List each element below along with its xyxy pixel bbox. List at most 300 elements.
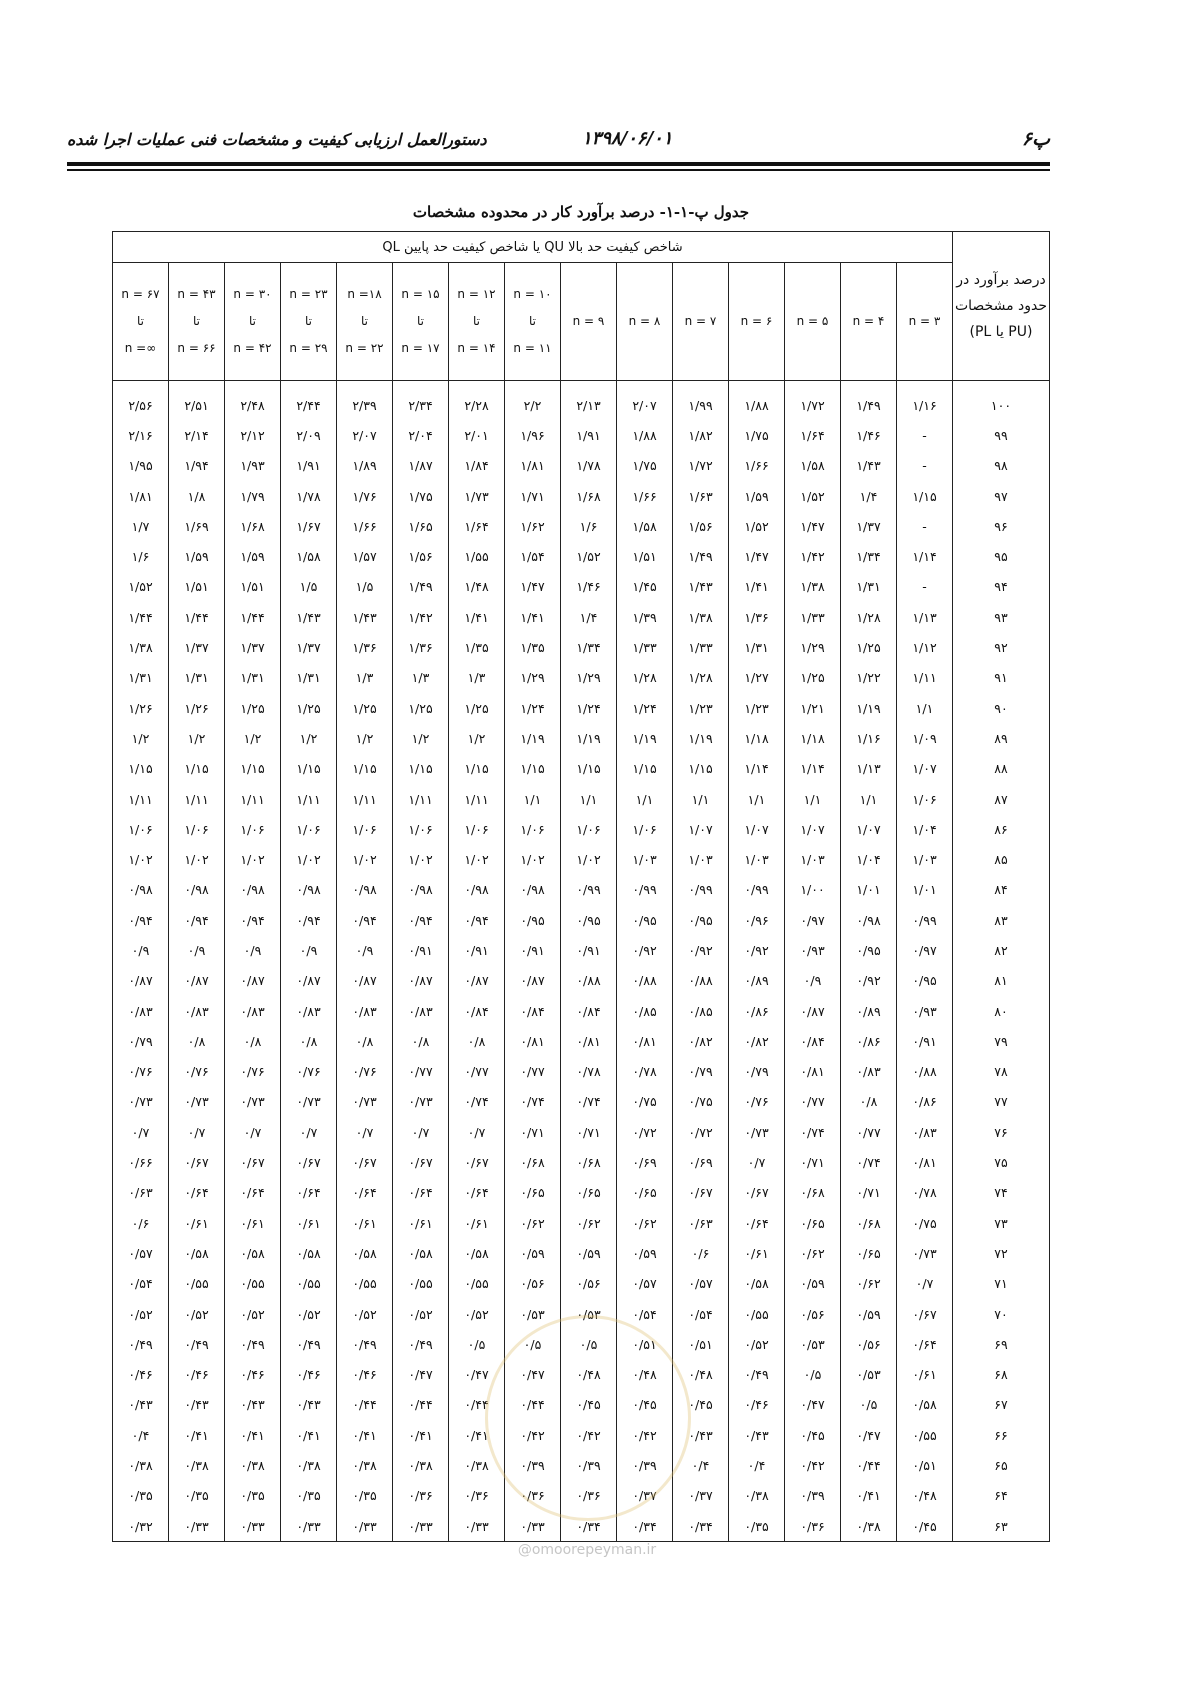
value-cell: ۰/۷ [113,1117,169,1147]
value-cell: ۰/۹۷ [897,935,953,965]
value-cell: ۱/۱۳ [841,754,897,784]
value-cell: ۰/۶۴ [169,1178,225,1208]
value-cell: ۰/۶۵ [785,1208,841,1238]
value-cell: ۰/۷۹ [113,1026,169,1056]
value-cell: ۰/۹۴ [225,905,281,935]
value-cell: ۱/۰۶ [393,814,449,844]
value-cell: ۰/۴۸ [673,1360,729,1390]
percent-cell: ۶۳ [953,1511,1050,1542]
value-cell: ۱/۶۵ [393,511,449,541]
column-header-l1: n = ۱۲ [457,287,496,301]
table-row [113,1117,1050,1147]
value-cell: ۰/۹۹ [561,875,617,905]
value-cell: ۰/۳۵ [225,1481,281,1511]
value-cell: ۰/۸ [281,1026,337,1056]
value-cell: ۰/۳۸ [113,1450,169,1480]
column-header-l1: n = ۴ [852,314,885,328]
value-cell: ۱/۴۹ [393,572,449,602]
value-cell: ۱/۸۸ [729,390,785,420]
value-cell: ۱/۱۱ [169,784,225,814]
column-header-l3: n = ۱۴ [457,341,496,355]
value-cell: ۰/۷۵ [673,1087,729,1117]
value-cell: ۰/۹۸ [113,875,169,905]
value-cell: ۰/۸۱ [505,1026,561,1056]
value-cell: ۲/۱۳ [561,390,617,420]
value-cell: ۰/۳۶ [505,1481,561,1511]
table-row [113,451,1050,481]
value-cell: ۰/۵ [841,1390,897,1420]
value-cell: ۱/۴۷ [785,511,841,541]
value-cell: ۱/۰۹ [897,723,953,753]
header-spacer-row [113,381,1050,391]
value-cell: ۰/۵۵ [337,1269,393,1299]
spacer-cell [897,381,953,391]
column-header [281,263,337,381]
value-cell: ۰/۶۱ [281,1208,337,1238]
value-cell: ۰/۴۵ [673,1390,729,1420]
value-cell: ۰/۵۷ [617,1269,673,1299]
value-cell: ۰/۴۶ [113,1360,169,1390]
value-cell: ۱/۰۶ [225,814,281,844]
value-cell: ۰/۵۴ [673,1299,729,1329]
value-cell: ۰/۴۸ [561,1360,617,1390]
value-cell: ۰/۶۹ [617,1147,673,1177]
value-cell: ۰/۷۸ [561,1057,617,1087]
value-cell: ۱/۱۴ [785,754,841,784]
value-cell: ۱/۴۳ [337,602,393,632]
value-cell: ۲/۱۲ [225,420,281,450]
value-cell: ۱/۱ [505,784,561,814]
value-cell: ۰/۷۶ [281,1057,337,1087]
value-cell: ۰/۳۳ [169,1511,225,1542]
table-row [113,1269,1050,1299]
value-cell: ۱/۳۵ [449,632,505,662]
value-cell: ۰/۴۱ [169,1420,225,1450]
spacer-cell [953,381,1050,391]
percent-cell: ۸۶ [953,814,1050,844]
value-cell: ۰/۸۲ [729,1026,785,1056]
spacer-cell [337,381,393,391]
table-row [113,754,1050,784]
value-cell: ۰/۹۳ [785,935,841,965]
value-cell: ۱/۸۸ [617,420,673,450]
column-header [337,263,393,381]
value-cell: ۱/۱۵ [673,754,729,784]
value-cell: ۱/۴۱ [729,572,785,602]
value-cell: ۱/۱۹ [841,693,897,723]
value-cell: ۰/۴۶ [337,1360,393,1390]
value-cell: ۱/۹۵ [113,451,169,481]
value-cell: ۱/۲۵ [393,693,449,723]
value-cell: ۰/۴۶ [281,1360,337,1390]
value-cell: ۰/۸۳ [897,1117,953,1147]
value-cell: ۱/۰۶ [449,814,505,844]
value-cell: ۰/۶۱ [169,1208,225,1238]
value-cell: ۰/۷۴ [785,1117,841,1147]
value-cell: ۱/۰۱ [841,875,897,905]
value-cell: ۰/۴۴ [841,1450,897,1480]
value-cell: ۱/۱۵ [505,754,561,784]
value-cell: ۰/۸۹ [729,966,785,996]
value-cell: ۱/۵۵ [449,541,505,571]
value-cell: ۰/۸۳ [225,996,281,1026]
value-cell: ۱/۵ [337,572,393,602]
value-cell: ۱/۳۸ [673,602,729,632]
percent-cell: ۹۳ [953,602,1050,632]
value-cell: ۱/۳۳ [673,632,729,662]
percent-cell: ۸۰ [953,996,1050,1026]
column-header-l3: n = ۱۷ [401,341,440,355]
value-cell: ۱/۱۵ [337,754,393,784]
value-cell: ۱/۲۸ [841,602,897,632]
table-row [113,1178,1050,1208]
column-header [561,263,617,381]
value-cell: ۲/۴۸ [225,390,281,420]
value-cell: ۱/۰۷ [785,814,841,844]
table-row [113,572,1050,602]
value-cell: ۰/۷۷ [785,1087,841,1117]
value-cell: ۰/۶۲ [841,1269,897,1299]
percent-cell: ۷۲ [953,1238,1050,1268]
value-cell: ۰/۶۱ [897,1360,953,1390]
value-cell: ۱/۲۹ [561,663,617,693]
value-cell: ۰/۴ [113,1420,169,1450]
value-cell: ۰/۷۲ [617,1117,673,1147]
value-cell: ۲/۱۴ [169,420,225,450]
value-cell: ۰/۴۱ [281,1420,337,1450]
value-cell: ۰/۴۹ [393,1329,449,1359]
table-row [113,1087,1050,1117]
value-cell: ۰/۴۷ [393,1360,449,1390]
value-cell: ۰/۶۵ [841,1238,897,1268]
value-cell: ۱/۰۷ [673,814,729,844]
value-cell: ۱/۵۸ [281,541,337,571]
value-cell: ۰/۹۴ [337,905,393,935]
value-cell: ۰/۵۴ [617,1299,673,1329]
value-cell: ۱/۱ [729,784,785,814]
value-cell: ۱/۵۴ [505,541,561,571]
value-cell: ۱/۰۰ [785,875,841,905]
value-cell: ۰/۸۳ [393,996,449,1026]
value-cell: ۱/۵۲ [729,511,785,541]
value-cell: ۱/۷۵ [729,420,785,450]
row-header-line3: (PU یا PL) [969,324,1033,340]
row-header-line2: حدود مشخصات [954,298,1048,314]
value-cell: ۱/۰۶ [281,814,337,844]
value-cell: ۱/۰۴ [841,844,897,874]
column-header-l3: n = ۲۲ [345,341,384,355]
value-cell: ۲/۰۴ [393,420,449,450]
value-cell: ۱/۲۵ [449,693,505,723]
column-header [505,263,561,381]
value-cell: ۰/۸۷ [505,966,561,996]
value-cell: ۱/۲۶ [113,693,169,723]
document-date: ۱۳۹۸/۰۶/۰۱ [582,128,673,149]
value-cell: ۱/۰۳ [673,844,729,874]
value-cell: ۱/۵۶ [673,511,729,541]
value-cell: ۱/۹۶ [505,420,561,450]
value-cell: ۰/۷ [897,1269,953,1299]
value-cell: ۱/۰۶ [505,814,561,844]
value-cell: ۰/۶۴ [281,1178,337,1208]
value-cell: ۰/۶۷ [673,1178,729,1208]
value-cell: ۱/۰۳ [785,844,841,874]
spacer-cell [841,381,897,391]
value-cell: ۰/۵۶ [785,1299,841,1329]
value-cell: ۰/۷ [729,1147,785,1177]
value-cell: ۰/۷۱ [785,1147,841,1177]
value-cell: ۱/۲۵ [785,663,841,693]
value-cell: ۱/۲۴ [617,693,673,723]
table-row [113,814,1050,844]
value-cell: ۰/۴۵ [617,1390,673,1420]
value-cell: ۰/۸۷ [113,966,169,996]
column-header [449,263,505,381]
value-cell: ۰/۴۳ [225,1390,281,1420]
value-cell: ۰/۷۶ [729,1087,785,1117]
value-cell: ۰/۸۶ [897,1087,953,1117]
value-cell: ۱/۲۴ [561,693,617,723]
value-cell: ۰/۵ [505,1329,561,1359]
value-cell: ۱/۳۵ [505,632,561,662]
value-cell: ۱/۶ [113,541,169,571]
value-cell: ۱/۲۸ [673,663,729,693]
value-cell: ۱/۲۵ [281,693,337,723]
table-row [113,966,1050,996]
value-cell: ۱/۶۷ [281,511,337,541]
table-row [113,784,1050,814]
value-cell: ۱/۷۱ [505,481,561,511]
value-cell: ۱/۵۲ [113,572,169,602]
value-cell: ۰/۹ [337,935,393,965]
value-cell: ۱/۸۱ [113,481,169,511]
value-cell: ۰/۳۴ [673,1511,729,1542]
value-cell: ۰/۵۲ [169,1299,225,1329]
header-rule-thin [67,169,1050,171]
value-cell: ۰/۹۵ [561,905,617,935]
value-cell: ۱/۶۳ [673,481,729,511]
value-cell: ۰/۷۱ [561,1117,617,1147]
percent-cell: ۸۳ [953,905,1050,935]
value-cell: ۰/۵۱ [897,1450,953,1480]
value-cell: ۱/۷۵ [617,451,673,481]
table-row [113,1299,1050,1329]
value-cell: ۰/۶۶ [113,1147,169,1177]
value-cell: ۱/۷۲ [673,451,729,481]
value-cell: ۰/۵ [449,1329,505,1359]
value-cell: ۰/۴۷ [785,1390,841,1420]
spacer-cell [785,381,841,391]
value-cell: ۱/۶۶ [729,451,785,481]
value-cell: ۱/۴۲ [785,541,841,571]
percent-cell: ۸۹ [953,723,1050,753]
percent-cell: ۹۴ [953,572,1050,602]
value-cell: ۱/۸۹ [337,451,393,481]
value-cell: ۱/۱ [617,784,673,814]
value-cell: ۰/۹۸ [841,905,897,935]
column-header-l1: n = ۱۰ [513,287,552,301]
value-cell: ۰/۹۱ [505,935,561,965]
value-cell: ۰/۴ [673,1450,729,1480]
value-cell: ۱/۱۶ [841,723,897,753]
value-cell: ۱/۴۲ [393,602,449,632]
value-cell: ۰/۶۸ [561,1147,617,1177]
value-cell: ۰/۸۷ [337,966,393,996]
value-cell: ۱/۰۲ [225,844,281,874]
value-cell: ۰/۹۱ [393,935,449,965]
table-row [113,663,1050,693]
value-cell: ۰/۹۵ [841,935,897,965]
table-body [113,381,1050,1542]
value-cell: ۰/۷۸ [617,1057,673,1087]
value-cell: ۰/۳۳ [225,1511,281,1542]
table-row [113,1390,1050,1420]
value-cell: ۰/۸۸ [617,966,673,996]
value-cell: ۰/۵۸ [393,1238,449,1268]
value-cell: ۱/۳۴ [841,541,897,571]
value-cell: ۱/۴۱ [505,602,561,632]
column-header-l1: n = ۸ [628,314,661,328]
value-cell: ۰/۷ [393,1117,449,1147]
value-cell: ۱/۷ [113,511,169,541]
percent-cell: ۸۲ [953,935,1050,965]
value-cell: ۰/۸۴ [449,996,505,1026]
value-cell: ۱/۱۴ [897,541,953,571]
value-cell: ۱/۳۹ [617,602,673,632]
column-header [841,263,897,381]
column-header-l2: تا [473,314,480,328]
value-cell: ۱/۵۹ [169,541,225,571]
value-cell: ۰/۹۳ [897,996,953,1026]
value-cell: ۰/۹۴ [281,905,337,935]
value-cell: ۰/۶۷ [897,1299,953,1329]
value-cell: ۰/۳۸ [729,1481,785,1511]
spacer-cell [617,381,673,391]
value-cell: ۱/۱ [561,784,617,814]
column-header-l3: n = ۶۶ [177,341,216,355]
value-cell: ۰/۹۸ [169,875,225,905]
value-cell: ۰/۹۵ [897,966,953,996]
value-cell: ۱/۲ [281,723,337,753]
column-header-l1: n = ۶۷ [121,287,160,301]
value-cell: ۰/۵۶ [505,1269,561,1299]
value-cell: ۲/۰۷ [617,390,673,420]
column-header-l1: n = ۵ [796,314,829,328]
value-cell: ۰/۶۵ [561,1178,617,1208]
value-cell: ۰/۷۶ [113,1057,169,1087]
value-cell: ۰/۹۴ [449,905,505,935]
value-cell: ۰/۶۴ [729,1208,785,1238]
value-cell: ۱/۸۱ [505,451,561,481]
value-cell: ۱/۹۱ [561,420,617,450]
value-cell: ۱/۸۲ [673,420,729,450]
value-cell: ۱/۱۹ [505,723,561,753]
table-row [113,1420,1050,1450]
value-cell: ۰/۹۹ [673,875,729,905]
value-cell: ۱/۳۷ [169,632,225,662]
quality-index-table [112,231,1050,1542]
value-cell: ۱/۵۸ [617,511,673,541]
value-cell: ۰/۳۵ [169,1481,225,1511]
table-row [113,632,1050,662]
value-cell: ۰/۵۴ [113,1269,169,1299]
value-cell: ۰/۹۹ [729,875,785,905]
value-cell: ۱/۵۱ [225,572,281,602]
value-cell: ۱/۲۱ [785,693,841,723]
value-cell: ۱/۱۲ [897,632,953,662]
value-cell: ۰/۷۳ [729,1117,785,1147]
value-cell: ۰/۹ [113,935,169,965]
value-cell: ۰/۵۸ [729,1269,785,1299]
value-cell: ۱/۴۳ [281,602,337,632]
value-cell: ۱/۹۱ [281,451,337,481]
value-cell: ۱/۱ [897,693,953,723]
value-cell: ۱/۷۶ [337,481,393,511]
value-cell: ۰/۷ [337,1117,393,1147]
value-cell: ۰/۸۷ [449,966,505,996]
value-cell: ۱/۳۷ [841,511,897,541]
table-row [113,390,1050,420]
value-cell: ۰/۷۶ [337,1057,393,1087]
spacer-cell [729,381,785,391]
value-cell: ۰/۳۵ [281,1481,337,1511]
value-cell: ۰/۴۶ [729,1390,785,1420]
value-cell: ۰/۵۷ [673,1269,729,1299]
spacer-cell [561,381,617,391]
value-cell: ۰/۸۴ [505,996,561,1026]
value-cell: ۰/۵۲ [449,1299,505,1329]
row-header [953,232,1050,381]
column-header-l1: n = ۲۳ [289,287,328,301]
value-cell: ۱/۰۲ [393,844,449,874]
percent-cell: ۷۷ [953,1087,1050,1117]
value-cell: ۰/۸۴ [785,1026,841,1056]
value-cell: ۰/۷۶ [169,1057,225,1087]
percent-cell: ۹۰ [953,693,1050,723]
value-cell: ۱/۱۵ [225,754,281,784]
value-cell: ۱/۰۶ [169,814,225,844]
value-cell: ۰/۵۳ [841,1360,897,1390]
value-cell: ۰/۴۲ [785,1450,841,1480]
value-cell: ۰/۵۳ [561,1299,617,1329]
value-cell: ۱/۰۳ [897,844,953,874]
value-cell: ۱/۱۵ [897,481,953,511]
percent-cell: ۹۲ [953,632,1050,662]
value-cell: ۱/۰۳ [729,844,785,874]
value-cell: ۰/۶۵ [617,1178,673,1208]
percent-cell: ۶۷ [953,1390,1050,1420]
value-cell: ۱/۲۳ [729,693,785,723]
value-cell: ۰/۴۶ [169,1360,225,1390]
value-cell: ۰/۸۷ [393,966,449,996]
column-header [785,263,841,381]
value-cell: ۰/۵۲ [729,1329,785,1359]
value-cell: ۰/۴۵ [785,1420,841,1450]
value-cell: ۱/۲۲ [841,663,897,693]
value-cell: ۰/۶۷ [225,1147,281,1177]
spacer-cell [169,381,225,391]
value-cell: ۱/۶۴ [449,511,505,541]
value-cell: ۰/۵۶ [841,1329,897,1359]
value-cell: ۰/۶۸ [505,1147,561,1177]
value-cell: ۱/۱۴ [729,754,785,784]
percent-cell: ۸۵ [953,844,1050,874]
value-cell: ۱/۱۵ [561,754,617,784]
value-cell: ۰/۸۷ [169,966,225,996]
value-cell: ۰/۹۹ [617,875,673,905]
value-cell: ۰/۵۹ [841,1299,897,1329]
column-header-l1: n = ۴۳ [177,287,216,301]
